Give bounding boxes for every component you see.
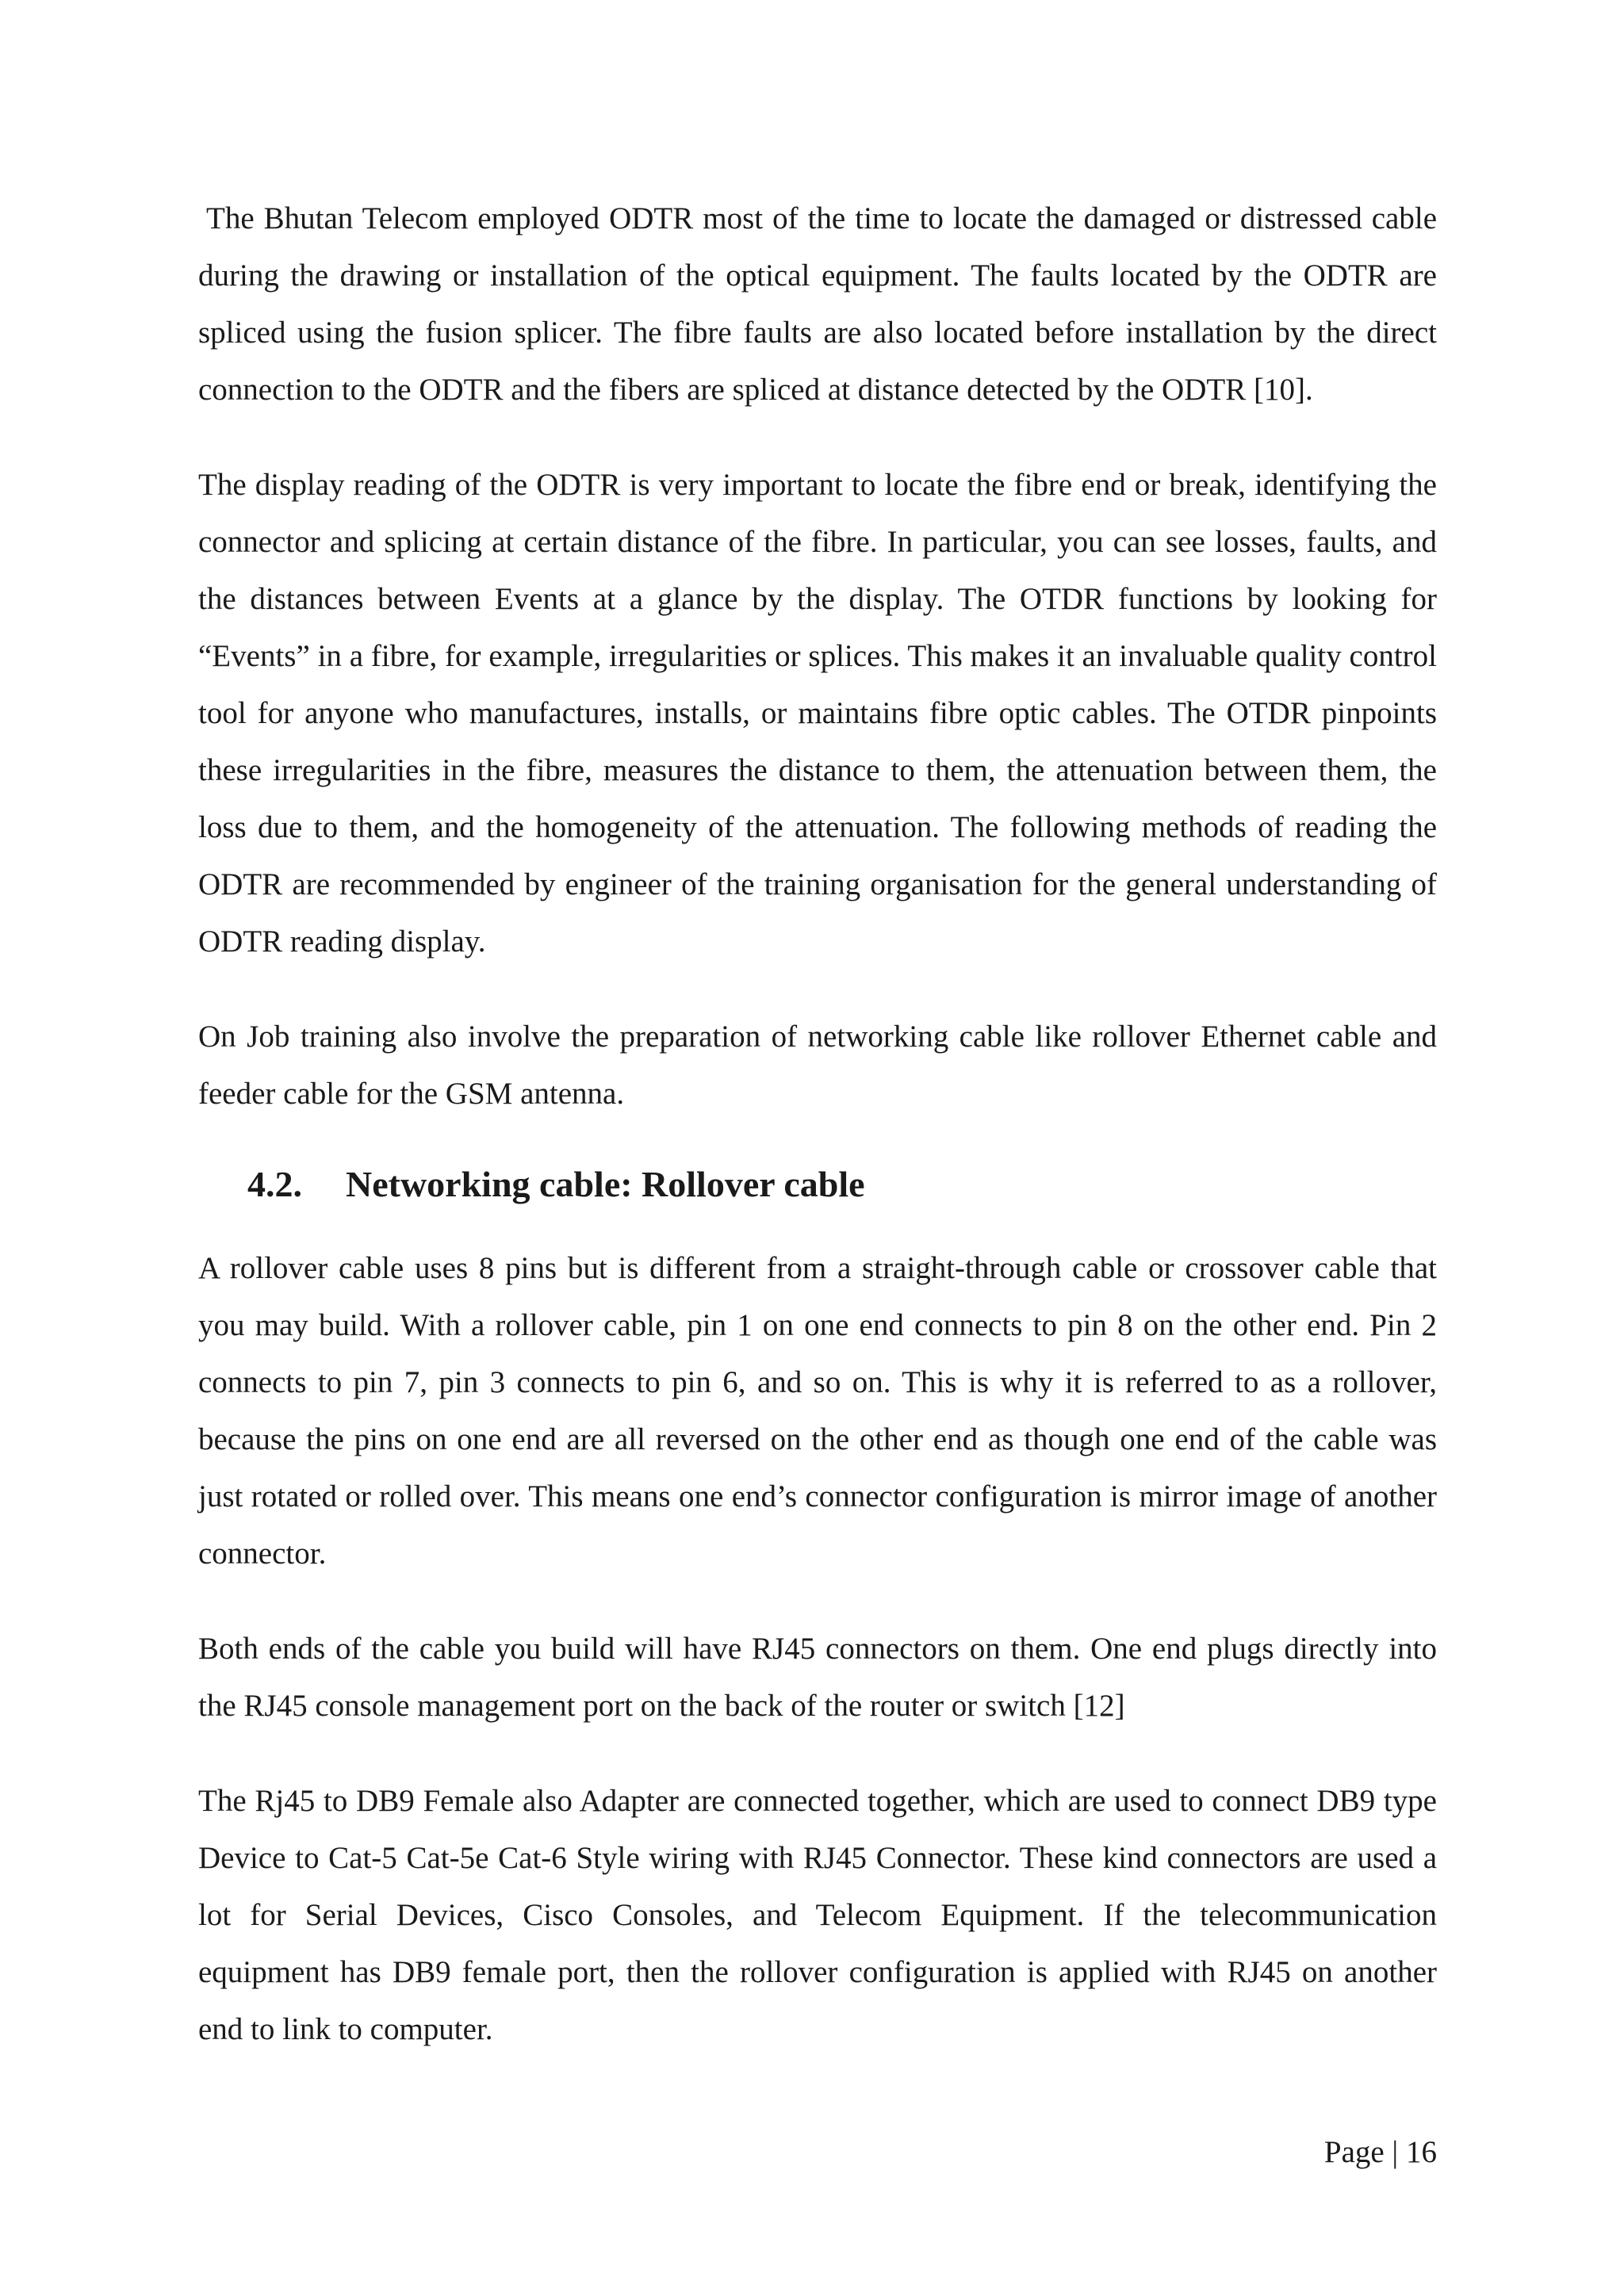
section-number: 4.2. [247, 1164, 302, 1204]
paragraph-odtr-display: The display reading of the ODTR is very important to locate the fibre end or break, identifying the connector and splicing at certain distance of the fibre. In particular, you can see losses, faults, and the distances between Events at a glance by the display. The OTDR functions by looking for “Events” in a fibre, for example, irregularities or splices. This makes it an invaluable quality control tool for anyone who manufactures, installs, or maintains fibre optic cables. The OTDR pinpoints these irregularities in the fibre, measures the distance to them, the attenuation between them, the loss due to them, and the homogeneity of the attenuation. The following methods of reading the ODTR are recommended by engineer of the training organisation for the general understanding of ODTR reading display. [198, 468, 1437, 959]
paragraph-job-training: On Job training also involve the preparation of networking cable like rollover Ethernet cable and feeder cable for the GSM antenna. [198, 1020, 1437, 1111]
page-number: Page | 16 [1323, 2135, 1437, 2169]
paragraph-db9-adapter: The Rj45 to DB9 Female also Adapter are connected together, which are used to connect DB9 type Device to Cat-5 Cat-5e Cat-6 Style wiring with RJ45 Connector. These kind connectors are used a lot for Serial Devices, Cisco Consoles, and Telecom Equipment. If the telecommunication equipment has DB9 female port, then the rollover configuration is applied with RJ45 on another end to link to computer. [198, 1784, 1437, 2046]
paragraph-odtr-usage: The Bhutan Telecom employed ODTR most of the time to locate the damaged or distressed cable during the drawing or installation of the optical equipment. The faults located by the ODTR are spliced using the fusion splicer. The fibre faults are also located before installation by the direct connection to the ODTR and the fibers are spliced at distance detected by the ODTR [10]. [198, 201, 1437, 407]
page-body [198, 190, 1437, 2096]
paragraph-rj45-ends: Both ends of the cable you build will have RJ45 connectors on them. One end plugs directly into the RJ45 console management port on the back of the router or switch [12] [198, 1632, 1437, 1723]
section-heading [198, 1161, 1437, 1208]
section-title: Networking cable: Rollover cable [346, 1164, 865, 1204]
paragraph-rollover-definition: A rollover cable uses 8 pins but is different from a straight-through cable or crossover cable that you may build. With a rollover cable, pin 1 on one end connects to pin 8 on the other end. Pin 2 connects to pin 7, pin 3 connects to pin 6, and so on. This is why it is referred to as a rollover, because the pins on one end are all reversed on the other end as though one end of the cable was just rotated or rolled over. This means one end’s connector configuration is mirror image of another connector. [198, 1251, 1437, 1571]
